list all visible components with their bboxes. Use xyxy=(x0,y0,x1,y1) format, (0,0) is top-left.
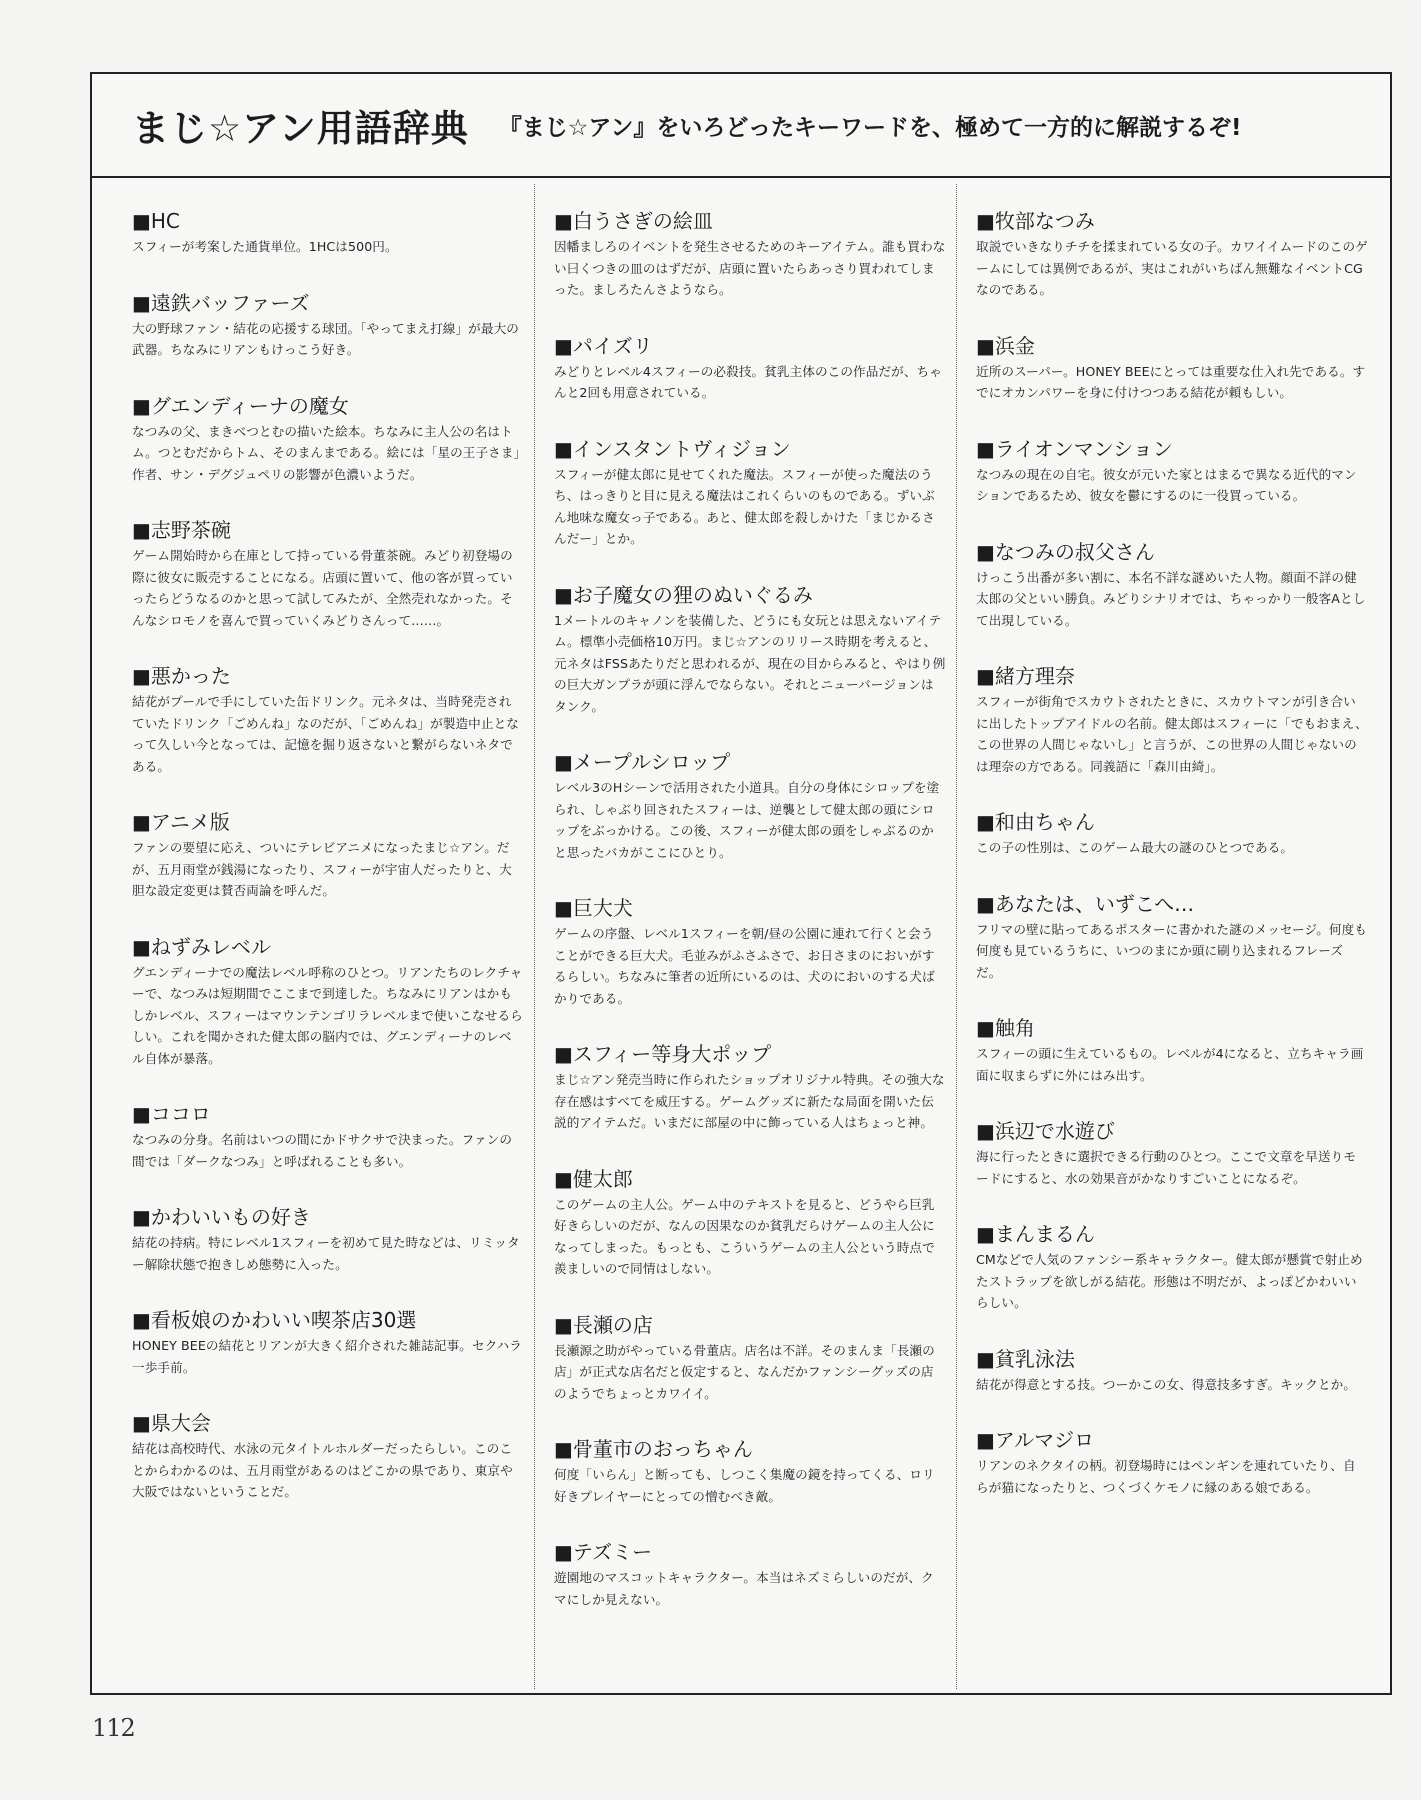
glossary-description: ゲーム開始時から在庫として持っている骨董茶碗。みどり初登場の際に彼女に販売することになる。店頭に置いて、他の客が買っていったらどうなるのかと思って試してみたが、全然売れなかった。そんなシロモノを喜んで買っていくみどりさんって……。 xyxy=(132,548,513,628)
glossary-description: 因幡ましろのイベントを発生させるためのキーアイテム。誰も買わない曰くつきの皿のはずだが、店頭に置いたらあっさり買われてしまった。ましろたんさようなら。 xyxy=(554,239,946,297)
glossary-description: 海に行ったときに選択できる行動のひとつ。ここで文章を早送りモードにすると、水の効果音がかなりすごいことになるぞ。 xyxy=(976,1149,1357,1186)
glossary-description: グエンディーナでの魔法レベル呼称のひとつ。リアンたちのレクチャーで、なつみは短期間でここまで到達した。ちなみにリアンはかもしかレベル、スフィーはマウンテンゴリラレベルまで使いこなせるらしい。これを聞かされた健太郎の脳内では、グエンディーナのレベル自体が暴落。 xyxy=(132,964,523,1066)
glossary-description: レベル3のHシーンで活用された小道具。自分の身体にシロップを塗られ、しゃぶり回されたスフィーは、逆襲として健太郎の頭にシロップをぶっかける。この後、スフィーが健太郎の頭をしゃぶるのかと思ったバカがここにひとり。 xyxy=(554,780,940,860)
glossary-term: ■あなたは、いずこへ… xyxy=(976,891,1195,916)
glossary-column-1 xyxy=(132,178,524,1535)
glossary-description: フリマの壁に貼ってあるポスターに書かれた謎のメッセージ。何度も何度も見ているうちに、いつのまにか頭に刷り込まれるフレーズだ。 xyxy=(976,921,1367,980)
glossary-entry xyxy=(554,895,946,1009)
glossary-entry xyxy=(976,1221,1368,1314)
glossary-description: CMなどで人気のファンシー系キャラクター。健太郎が懸賞で射止めたストラップを欲しがる結花。形態は不明だが、よっぽどかわいいらしい。 xyxy=(976,1252,1363,1310)
glossary-term: ■触角 xyxy=(976,1016,1035,1040)
glossary-entry xyxy=(554,1436,946,1507)
glossary-entry xyxy=(132,1307,524,1378)
glossary-entry xyxy=(976,208,1368,301)
glossary-entry xyxy=(976,1015,1368,1086)
glossary-entry xyxy=(554,333,946,404)
glossary-description: スフィーの頭に生えているもの。レベルが4になると、立ちキャラ画面に収まらずに外にはみ出す。 xyxy=(976,1046,1364,1083)
glossary-entry xyxy=(976,1118,1368,1189)
glossary-term: ■ココロ xyxy=(132,1102,211,1126)
glossary-description: なつみの分身。名前はいつの間にかドサクサで決まった。ファンの間では「ダークなつみ」と呼ばれることも多い。 xyxy=(132,1132,513,1169)
glossary-entry xyxy=(976,333,1368,404)
glossary-description: 近所のスーパー。HONEY BEEにとっては重要な仕入れ先である。すでにオカンパワーを身に付けつつある結花が頼もしい。 xyxy=(976,363,1366,400)
glossary-description: まじ☆アン発売当時に作られたショップオリジナル特典。その強大な存在感はすべてを威圧する。ゲームグッズに新たな局面を開いた伝説的アイテムだ。いまだに部屋の中に飾っている人はちょっと神。 xyxy=(554,1072,945,1130)
glossary-column-2 xyxy=(554,178,946,1642)
glossary-entry xyxy=(132,1101,524,1172)
glossary-term: ■和由ちゃん xyxy=(976,810,1095,834)
glossary-term: ■アニメ版 xyxy=(132,810,230,834)
glossary-term: ■志野茶碗 xyxy=(132,518,231,542)
glossary-description: 長瀬源之助がやっている骨董店。店名は不詳。そのまんま「長瀬の店」が正式な店名だと仮定すると、なんだかファンシーグッズの店のようでちょっとカワイイ。 xyxy=(554,1342,935,1401)
glossary-description: 結花が得意とする技。つーかこの女、得意技多すぎ。キックとか。 xyxy=(976,1376,1357,1392)
glossary-entry xyxy=(554,749,946,863)
glossary-term: ■HC xyxy=(132,209,180,233)
glossary-term: ■遠鉄バッファーズ xyxy=(132,290,310,315)
glossary-term: ■貧乳泳法 xyxy=(976,1346,1075,1371)
glossary-entry xyxy=(554,1539,946,1610)
glossary-description: 結花の持病。特にレベル1スフィーを初めて見た時などは、リミッター解除状態で抱きしめ態勢に入った。 xyxy=(132,1235,520,1272)
glossary-entry xyxy=(132,517,524,631)
glossary-term: ■牧部なつみ xyxy=(976,209,1095,233)
glossary-description: 結花がプールで手にしていた缶ドリンク。元ネタは、当時発売されていたドリンク「ごめんね」なのだが、「ごめんね」が製造中止となって久しい今となっては、記憶を掘り返さないと繋がらないネタである。 xyxy=(132,694,519,774)
glossary-entry xyxy=(132,393,524,486)
column-divider xyxy=(956,184,957,1689)
glossary-frame xyxy=(90,72,1392,1695)
glossary-description: スフィーが考案した通貨単位。1HCは500円。 xyxy=(132,239,398,254)
glossary-entry xyxy=(976,539,1368,632)
glossary-entry xyxy=(132,290,524,361)
glossary-columns xyxy=(92,178,1390,1693)
glossary-description: リアンのネクタイの柄。初登場時にはペンギンを連れていたり、自らが猫になったりと、つくづくケモノに縁のある娘である。 xyxy=(976,1458,1356,1495)
glossary-entry xyxy=(554,436,946,550)
glossary-description: ファンの要望に応え、ついにテレビアニメになったまじ☆アン。だが、五月雨堂が銭湯になったり、スフィーが宇宙人だったりと、大胆な設定変更は賛否両論を呼んだ。 xyxy=(132,840,512,898)
glossary-term: ■浜辺で水遊び xyxy=(976,1119,1115,1143)
glossary-term: ■緒方理奈 xyxy=(976,664,1075,688)
glossary-description: 何度「いらん」と断っても、しつこく集魔の鏡を持ってくる、ロリ好きプレイヤーにとっての憎むべき敵。 xyxy=(554,1467,935,1504)
glossary-description: 1メートルのキャノンを装備した、どうにも女玩とは思えないアイテム。標準小売価格10万円。まじ☆アンのリリース時期を考えると、元ネタはFSSあたりだと思われるが、現在の目からみると、やはり例の巨大ガンプラが頭に浮んでならない。それとニューバージョンはタンク。 xyxy=(554,612,946,714)
glossary-entry xyxy=(554,1312,946,1405)
glossary-term: ■骨董市のおっちゃん xyxy=(554,1437,753,1461)
glossary-entry xyxy=(554,1166,946,1280)
glossary-description: 取説でいきなりチチを揉まれている女の子。カワイイムードのこのゲームにしては異例であるが、実はこれがいちばん無難なイベントCGなのである。 xyxy=(976,239,1368,297)
glossary-description: なつみの現在の自宅。彼女が元いた家とはまるで異なる近代的マンションであるため、彼女を鬱にするのに一役買っている。 xyxy=(976,466,1357,503)
glossary-entry xyxy=(132,809,524,902)
glossary-column-3 xyxy=(976,178,1368,1530)
glossary-description: 遊園地のマスコットキャラクター。本当はネズミらしいのだが、クマにしか見えない。 xyxy=(554,1570,934,1607)
glossary-term: ■悪かった xyxy=(132,664,231,688)
glossary-description: みどりとレベル4スフィーの必殺技。貧乳主体のこの作品だが、ちゃんと2回も用意されている。 xyxy=(554,363,942,400)
glossary-entry xyxy=(132,208,524,258)
glossary-term: ■お子魔女の狸のぬいぐるみ xyxy=(554,582,813,607)
glossary-term: ■スフィー等身大ポップ xyxy=(554,1042,772,1066)
glossary-entry xyxy=(976,809,1368,859)
page-title: まじ☆アン用語辞典 xyxy=(132,107,469,150)
glossary-entry xyxy=(132,934,524,1070)
glossary-term: ■看板娘のかわいい喫茶店30選 xyxy=(132,1308,417,1332)
glossary-term: ■テズミー xyxy=(554,1540,653,1564)
glossary-term: ■メープルシロップ xyxy=(554,750,731,774)
glossary-description: けっこう出番が多い割に、本名不詳な謎めいた人物。顔面不詳の健太郎の父といい勝負。みどりシナリオでは、ちゃっかり一般客Aとして出現している。 xyxy=(976,569,1366,628)
glossary-term: ■なつみの叔父さん xyxy=(976,539,1155,564)
glossary-entry xyxy=(132,663,524,777)
glossary-entry xyxy=(976,1427,1368,1498)
page-number: 112 xyxy=(92,1714,135,1742)
glossary-entry xyxy=(554,582,946,718)
glossary-description: なつみの父、まきべつとむの描いた絵本。ちなみに主人公の名はトム。つとむだからトム、そのまんまである。絵には「星の王子さま」作者、サン・デグジュペリの影響が色濃いようだ。 xyxy=(132,423,520,482)
glossary-term: ■パイズリ xyxy=(554,333,653,358)
glossary-entry xyxy=(554,1041,946,1134)
glossary-term: ■インスタントヴィジョン xyxy=(554,436,791,461)
glossary-term: ■アルマジロ xyxy=(976,1428,1095,1452)
glossary-term: ■ねずみレベル xyxy=(132,934,271,959)
glossary-description: ゲームの序盤、レベル1スフィーを朝/昼の公園に連れて行くと会うことができる巨大犬。毛並みがふさふさで、お日さまのにおいがするらしい。ちなみに筆者の近所にいるのは、犬のにおいのする犬ばかりである。 xyxy=(554,926,935,1006)
page-subtitle: 『まじ☆アン』をいろどったキーワードを、極めて一方的に解説するぞ! xyxy=(498,114,1242,141)
glossary-entry xyxy=(132,1410,524,1503)
glossary-term: ■浜金 xyxy=(976,333,1035,358)
glossary-description: 大の野球ファン・結花の応援する球団。「やってまえ打線」が最大の武器。ちなみにリアンもけっこう好き。 xyxy=(132,320,519,357)
glossary-description: HONEY BEEの結花とリアンが大きく紹介された雑誌記事。セクハラ一歩手前。 xyxy=(132,1338,522,1375)
glossary-entry xyxy=(554,208,946,301)
glossary-description: この子の性別は、このゲーム最大の謎のひとつである。 xyxy=(976,840,1294,855)
glossary-term: ■巨大犬 xyxy=(554,896,633,920)
glossary-entry xyxy=(976,436,1368,507)
glossary-term: ■かわいいもの好き xyxy=(132,1205,311,1229)
glossary-description: このゲームの主人公。ゲーム中のテキストを見ると、どうやら巨乳好きらしいのだが、なんの因果なのか貧乳だらけゲームの主人公になってしまった。もっとも、こういうゲームの主人公という時点で羨ましいので同情はしない。 xyxy=(554,1196,935,1276)
glossary-description: 結花は高校時代、水泳の元タイトルホルダーだったらしい。このことからわかるのは、五月雨堂があるのはどこかの県であり、東京や大阪ではないということだ。 xyxy=(132,1441,513,1499)
glossary-term: ■健太郎 xyxy=(554,1166,633,1191)
glossary-term: ■白うさぎの絵皿 xyxy=(554,209,713,233)
glossary-header xyxy=(92,74,1390,178)
column-divider xyxy=(534,184,535,1689)
glossary-term: ■まんまるん xyxy=(976,1222,1095,1246)
glossary-description: スフィーが健太郎に見せてくれた魔法。スフィーが使った魔法のうち、はっきりと目に見える魔法はこれくらいのものである。ずいぶん地味な魔女っ子である。あと、健太郎を殺しかけた「まじかるさんだー」とか。 xyxy=(554,466,935,546)
glossary-term: ■グエンディーナの魔女 xyxy=(132,393,349,418)
glossary-entry xyxy=(976,1346,1368,1396)
glossary-term: ■県大会 xyxy=(132,1411,211,1435)
glossary-entry xyxy=(976,891,1368,984)
glossary-entry xyxy=(132,1204,524,1275)
glossary-description: スフィーが街角でスカウトされたときに、スカウトマンが引き合いに出したトップアイドルの名前。健太郎はスフィーに「でもおまえ、この世界の人間じゃないし」と言うが、この世界の人間じゃないのは理奈の方である。同義語に「森川由綺」。 xyxy=(976,694,1368,774)
glossary-entry xyxy=(976,663,1368,777)
glossary-term: ■長瀬の店 xyxy=(554,1312,653,1337)
glossary-term: ■ライオンマンション xyxy=(976,436,1173,461)
